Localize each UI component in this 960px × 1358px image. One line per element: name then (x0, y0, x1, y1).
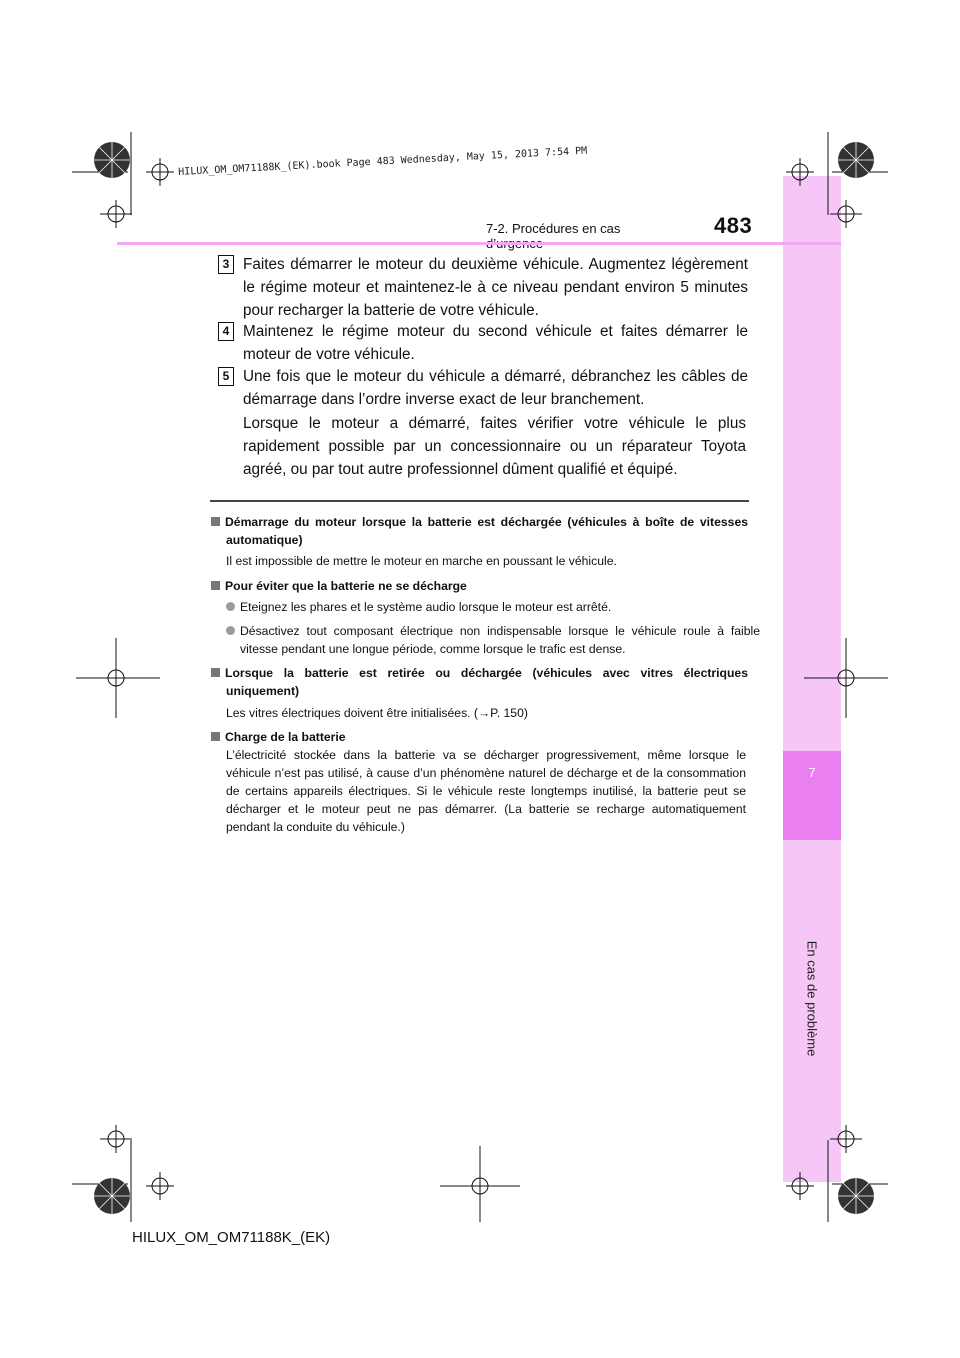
step-number: 3 (218, 255, 234, 274)
note-heading: Charge de la batterie (211, 728, 748, 746)
note-bullet: Eteignez les phares et le système audio lorsque le moteur est arrêté. (226, 598, 760, 616)
chapter-title: En cas de problème (804, 940, 820, 1057)
step-text: Maintenez le régime moteur du second véhicule et faites démarrer le moteur de votre véhicule. (243, 323, 748, 363)
note-bullet: Désactivez tout composant électrique non indispensable lorsque le véhicule roule à faible vitesse pendant une longue période, comme lorsque le trafic est dense. (226, 622, 760, 658)
chapter-number: 7 (808, 765, 816, 780)
step-text: Une fois que le moteur du véhicule a démarré, débranchez les câbles de démarrage dans l’ordre inverse exact de leur branchement. (243, 368, 748, 408)
step-text: Faites démarrer le moteur du deuxième véhicule. Augmentez légèrement le régime moteur et maintenez-le à ce niveau pendant environ 5 minutes pour recharger la batterie de votre véhicule. (243, 256, 748, 319)
note-heading: Démarrage du moteur lorsque la batterie est déchargée (véhicules à boîte de vitesses automatique) (211, 513, 748, 549)
closing-paragraph: Lorsque le moteur a démarré, faites vérifier votre véhicule le plus rapidement possible par un concessionnaire ou un réparateur Toyota agréé, ou par tout autre professionnel dûment qualifié et équipé. (243, 415, 746, 478)
step-number: 4 (218, 322, 234, 341)
note-heading: Pour éviter que la batterie ne se décharge (211, 577, 748, 595)
step-number: 5 (218, 367, 234, 386)
book-stamp: HILUX_OM_OM71188K_(EK).book Page 483 Wednesday, May 15, 2013 7:54 PM (178, 145, 588, 178)
page-number: 483 (714, 213, 753, 238)
note-heading: Lorsque la batterie est retirée ou déchargée (véhicules avec vitres électriques uniquement) (211, 664, 748, 700)
note-body: L’électricité stockée dans la batterie va se décharger progressivement, même lorsque le véhicule n’est pas utilisé, à cause d’un phénomène naturel de décharge et de la consommation de certains appareils électriques. Si le véhicule reste longtemps inutilisé, la batterie peut se décharger et le moteur peut ne pas démarrer. (La batterie se recharge automatiquement pendant la conduite du véhicule.) (226, 748, 746, 834)
document-code: HILUX_OM_OM71188K_(EK) (132, 1229, 331, 1246)
section-title: 7-2. Procédures en cas (486, 221, 621, 236)
note-body: Il est impossible de mettre le moteur en marche en poussant le véhicule. (226, 554, 617, 568)
note-body: Les vitres électriques doivent être initialisées. (→P. 150) (226, 706, 528, 720)
